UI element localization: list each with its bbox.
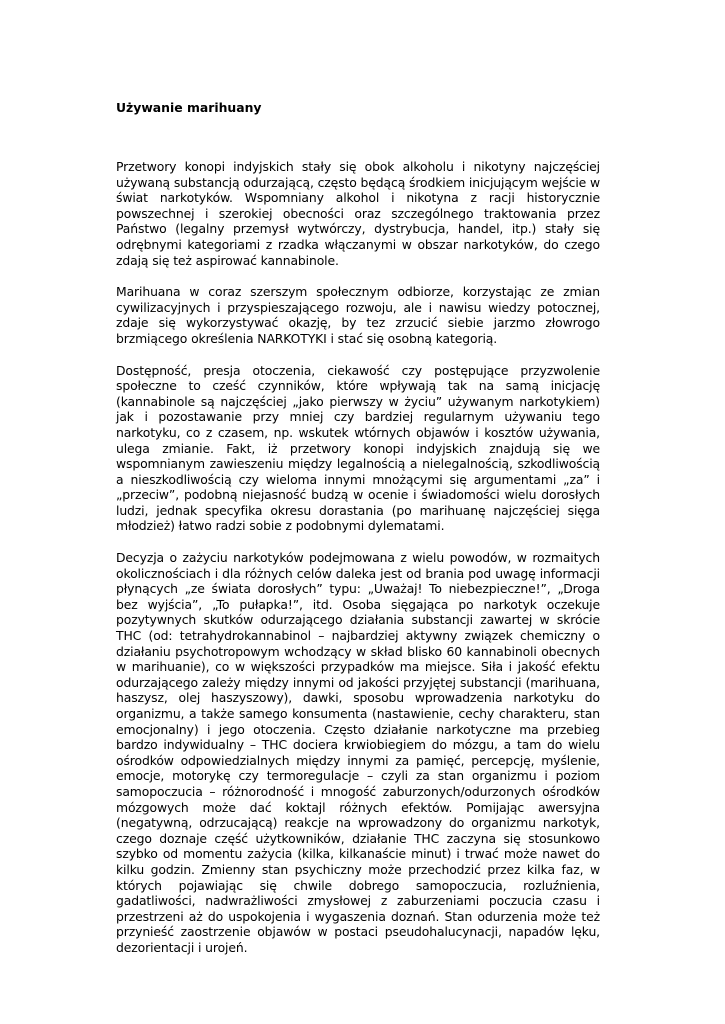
document-body: [116, 159, 600, 972]
paragraph-initiation-factors: Dostępność, presja otoczenia, ciekawość czy postępujące przyzwolenie społeczne to cześć czynników, które wpływają tak na samą inicjację (kannabinole są najczęściej „jako pierwszy w życiu” używanym narkotykiem) jak i pozostawanie przy mniej czy bardziej regularnym używaniu tego narkotyku, co z czasem, np. wskutek wtórnych objawów i kosztów używania, ulega zmianie. Fakt, iż przetwory konopi indyjskich znajdują się we wspomnianym zawieszeniu między legalnością a nielegalnością, szkodliwością a nieszkodliwością czy wieloma innymi mnożącymi się argumentami „za” i „przeciw”, podobną niejasność budzą w ocenie i świadomości wielu dorosłych ludzi, jednak specyfika okresu dorastania (po marihuanę najczęściej sięga młodzież) łatwo radzi sobie z podobnymi dylematami.: [116, 362, 600, 534]
document-title: Używanie marihuany: [116, 100, 262, 115]
paragraph-effects: Decyzja o zażyciu narkotyków podejmowana z wielu powodów, w rozmaitych okolicznościach i dla różnych celów daleka jest od brania pod uwagę informacji płynących „ze świata dorosłych” typu: „Uważaj! To niebezpieczne!”, „Droga bez wyjścia”, „To pułapka!”, itd. Osoba sięgająca po narkotyk oczekuje pozytywnych skutków odurzającego działania substancji zawartej w skrócie THC (od: tetrahydrokannabinol – najbardziej aktywny związek chemiczny o działaniu psychotropowym wchodzący w skład blisko 60 kannabinoli obecnych w marihuanie), co w większości przypadków ma miejsce. Siła i jakość efektu odurzającego zależy między innymi od jakości przyjętej substancji (marihuana, haszysz, olej haszyszowy), dawki, sposobu wprowadzenia narkotyku do organizmu, a także samego konsumenta (nastawienie, cechy charakteru, stan emocjonalny) i jego otoczenia. Często działanie narkotyczne ma przebieg bardzo indywidualny – THC dociera krwiobiegiem do mózgu, a tam do wielu ośrodków odpowiedzialnych między innymi za pamięć, percepcję, myślenie, emocje, motorykę czy termoregulacje – czyli za stan organizmu i poziom samopoczucia – różnorodność i mnogość zaburzonych/odurzonych ośrodków mózgowych może dać koktajl różnych efektów. Pomijając awersyjna (negatywną, odrzucającą) reakcje na wprowadzony do organizmu narkotyk, czego doznaje część użytkowników, działanie THC zaczyna się stosunkowo szybko od momentu zażycia (kilka, kilkanaście minut) i trwać może nawet do kilku godzin. Zmienny stan psychiczny może przechodzić przez kilka faz, w których pojawiając się chwile dobrego samopoczucia, rozluźnienia, gadatliwości, nadwrażliwości zmysłowej z zaburzeniami poczucia czasu i przestrzeni aż do uspokojenia i wygaszenia doznań. Stan odurzenia może też przynieść zaostrzenie objawów w postaci pseudohalucynacji, napadów lęku, dezorientacji i urojeń.: [116, 550, 600, 955]
paragraph-intro: Przetwory konopi indyjskich stały się obok alkoholu i nikotyny najczęściej używaną substancją odurzającą, często będącą środkiem inicjującym wejście w świat narkotyków. Wspomniany alkohol i nikotyna z racji historycznie powszechnej i szerokiej obecności oraz szczególnego traktowania przez Państwo (legalny przemysł wytwórczy, dystrybucja, handel, itp.) stały się odrębnymi kategoriami z rzadka włączanymi w obszar narkotyków, do czego zdają się też aspirować kannabinole.: [116, 159, 601, 268]
paragraph-social-perception: Marihuana w coraz szerszym społecznym odbiorze, korzystając ze zmian cywilizacyjnych i przyspieszającego rozwoju, ale i nawisu wiedzy potocznej, zdaje się wykorzystywać okazję, by tez zrzucić siebie jarzmo złowrogo brzmiącego określenia NARKOTYKI i stać się osobną kategorią.: [116, 284, 600, 346]
